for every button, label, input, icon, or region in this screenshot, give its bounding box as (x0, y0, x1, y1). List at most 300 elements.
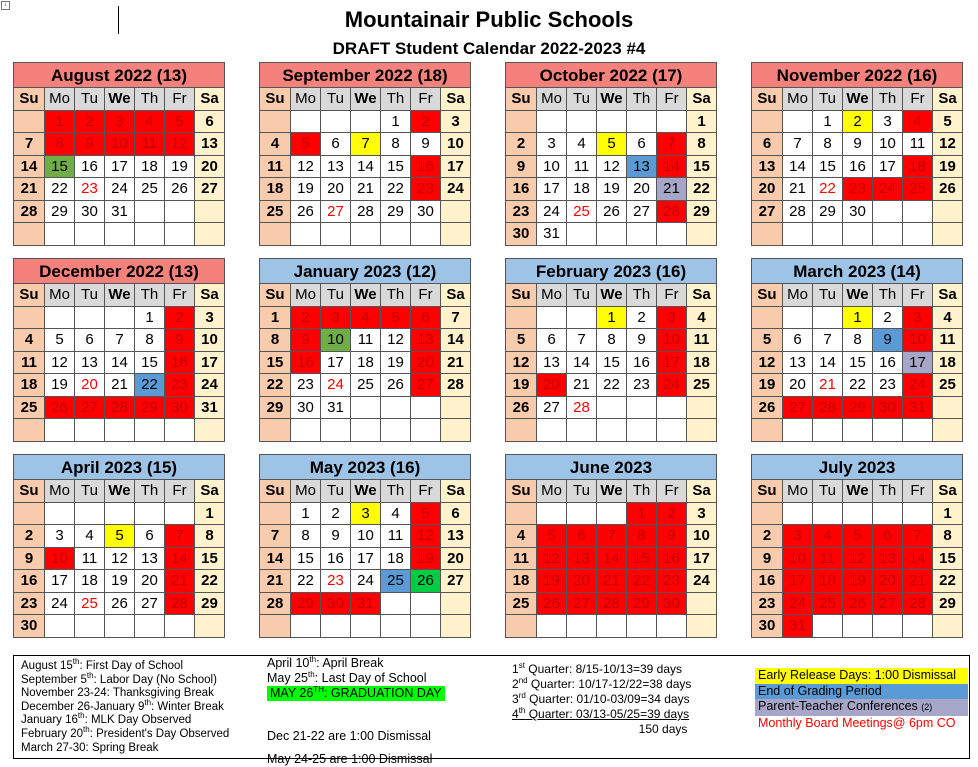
day-cell: 21 (657, 178, 687, 201)
day-cell: 29 (291, 593, 321, 616)
day-cell: 30 (75, 201, 105, 224)
weekday-header: We (597, 284, 627, 307)
day-cell: 2 (14, 525, 45, 548)
day-cell: 25 (14, 397, 45, 420)
weekday-header: Tu (321, 88, 351, 111)
day-cell: 5 (291, 133, 321, 156)
day-cell: 24 (195, 374, 225, 397)
weekday-header: Sa (933, 480, 963, 503)
empty-cell (506, 615, 537, 638)
empty-cell (195, 223, 225, 246)
day-cell: 1 (627, 503, 657, 526)
day-cell: 3 (657, 307, 687, 330)
weekday-header: Fr (903, 284, 933, 307)
day-cell: 19 (537, 570, 567, 593)
weekday-header: We (351, 284, 381, 307)
weekday-header: Tu (75, 88, 105, 111)
weekday-header: Su (260, 480, 291, 503)
day-cell: 25 (933, 374, 963, 397)
empty-cell (873, 201, 903, 224)
day-cell: 28 (657, 201, 687, 224)
day-cell: 5 (843, 525, 873, 548)
day-cell: 25 (75, 593, 105, 616)
weekday-header: Tu (567, 284, 597, 307)
day-cell: 19 (843, 570, 873, 593)
day-cell: 24 (441, 178, 471, 201)
day-cell: 28 (597, 593, 627, 616)
note-thanksgiving: November 23-24: Thanksgiving Break (21, 687, 214, 700)
day-cell: 18 (75, 570, 105, 593)
day-cell: 3 (321, 307, 351, 330)
day-cell: 15 (687, 156, 717, 179)
day-cell: 13 (75, 352, 105, 375)
day-cell: 31 (903, 397, 933, 420)
empty-cell (441, 593, 471, 616)
day-cell: 27 (537, 397, 567, 420)
empty-cell (933, 397, 963, 420)
empty-cell (627, 615, 657, 638)
notes-box (13, 654, 970, 766)
weekday-header: Th (135, 88, 165, 111)
day-cell: 19 (506, 374, 537, 397)
day-cell: 9 (506, 156, 537, 179)
day-cell: 8 (195, 525, 225, 548)
weekday-header: Th (627, 480, 657, 503)
empty-cell (567, 111, 597, 134)
day-cell: 20 (75, 374, 105, 397)
empty-cell (627, 397, 657, 420)
weekday-header: Fr (657, 88, 687, 111)
day-cell: 14 (165, 548, 195, 571)
day-cell: 18 (903, 156, 933, 179)
day-cell: 5 (45, 329, 75, 352)
day-cell: 2 (752, 525, 783, 548)
day-cell: 7 (260, 525, 291, 548)
month-calendar (505, 62, 717, 246)
empty-cell (783, 111, 813, 134)
weekday-header: Th (381, 88, 411, 111)
day-cell: 25 (135, 178, 165, 201)
empty-cell (441, 223, 471, 246)
day-cell: 20 (567, 570, 597, 593)
weekday-header: Su (752, 480, 783, 503)
day-cell: 14 (351, 156, 381, 179)
day-cell: 3 (537, 133, 567, 156)
day-cell: 22 (291, 570, 321, 593)
day-cell: 25 (260, 201, 291, 224)
day-cell: 29 (933, 593, 963, 616)
empty-cell (441, 397, 471, 420)
day-cell: 18 (14, 374, 45, 397)
day-cell: 9 (657, 525, 687, 548)
empty-cell (813, 307, 843, 330)
weekday-header: Su (14, 284, 45, 307)
day-cell: 15 (813, 156, 843, 179)
empty-cell (627, 419, 657, 442)
day-cell: 3 (783, 525, 813, 548)
day-cell: 3 (351, 503, 381, 526)
empty-cell (260, 503, 291, 526)
day-cell: 10 (783, 548, 813, 571)
day-cell: 1 (381, 111, 411, 134)
day-cell: 10 (351, 525, 381, 548)
day-cell: 26 (597, 201, 627, 224)
day-cell: 26 (752, 397, 783, 420)
day-cell: 14 (657, 156, 687, 179)
day-cell: 28 (165, 593, 195, 616)
day-cell: 6 (75, 329, 105, 352)
empty-cell (135, 201, 165, 224)
empty-cell (506, 503, 537, 526)
day-cell: 19 (165, 156, 195, 179)
day-cell: 3 (105, 111, 135, 134)
month-title: March 2023 (14) (752, 259, 963, 284)
day-cell: 21 (165, 570, 195, 593)
day-cell: 11 (567, 156, 597, 179)
day-cell: 2 (165, 307, 195, 330)
day-cell: 18 (260, 178, 291, 201)
weekday-header: Su (260, 284, 291, 307)
day-cell: 14 (783, 156, 813, 179)
day-cell: 11 (687, 329, 717, 352)
month-title: September 2022 (18) (260, 63, 471, 88)
day-cell: 12 (597, 156, 627, 179)
day-cell: 13 (411, 329, 441, 352)
day-cell: 26 (537, 593, 567, 616)
day-cell: 10 (903, 329, 933, 352)
day-cell: 18 (381, 548, 411, 571)
weekday-header: Th (627, 284, 657, 307)
total-days: 150 days (638, 722, 688, 736)
empty-cell (14, 223, 45, 246)
day-cell: 19 (597, 178, 627, 201)
day-cell: 1 (135, 307, 165, 330)
month-title: April 2023 (15) (14, 455, 225, 480)
month-calendar (259, 454, 471, 638)
day-cell: 4 (75, 525, 105, 548)
weekday-header: Tu (567, 480, 597, 503)
day-cell: 21 (597, 570, 627, 593)
legend (755, 668, 968, 731)
day-cell: 2 (75, 111, 105, 134)
weekday-header: Tu (321, 284, 351, 307)
day-cell: 28 (813, 397, 843, 420)
weekday-header: Mo (291, 284, 321, 307)
note-april-break: April 10th: April Break (267, 654, 384, 670)
key-dates-list-2 (267, 656, 445, 767)
empty-cell (567, 307, 597, 330)
day-cell: 8 (687, 133, 717, 156)
weekday-header: Fr (411, 480, 441, 503)
day-cell: 9 (752, 548, 783, 571)
day-cell: 22 (813, 178, 843, 201)
day-cell: 29 (843, 397, 873, 420)
day-cell: 8 (843, 329, 873, 352)
weekday-header: Sa (195, 480, 225, 503)
empty-cell (933, 419, 963, 442)
day-cell: 6 (567, 525, 597, 548)
weekday-header: We (351, 88, 381, 111)
day-cell: 22 (135, 374, 165, 397)
day-cell: 28 (567, 397, 597, 420)
empty-cell (291, 615, 321, 638)
empty-cell (260, 615, 291, 638)
day-cell: 15 (933, 548, 963, 571)
day-cell: 4 (687, 307, 717, 330)
month-title: May 2023 (16) (260, 455, 471, 480)
day-cell: 24 (537, 201, 567, 224)
day-cell: 15 (843, 352, 873, 375)
day-cell: 22 (260, 374, 291, 397)
weekday-header: Fr (165, 480, 195, 503)
empty-cell (165, 223, 195, 246)
empty-cell (903, 419, 933, 442)
empty-cell (597, 111, 627, 134)
month-calendar (13, 258, 225, 442)
month-calendar (259, 258, 471, 442)
month-title: January 2023 (12) (260, 259, 471, 284)
day-cell: 15 (597, 352, 627, 375)
day-cell: 17 (195, 352, 225, 375)
empty-cell (687, 397, 717, 420)
day-cell: 25 (903, 178, 933, 201)
day-cell: 8 (381, 133, 411, 156)
day-cell: 17 (903, 352, 933, 375)
day-cell: 11 (14, 352, 45, 375)
day-cell: 14 (597, 548, 627, 571)
day-cell: 24 (657, 374, 687, 397)
day-cell: 22 (843, 374, 873, 397)
empty-cell (165, 503, 195, 526)
empty-cell (903, 223, 933, 246)
day-cell: 30 (165, 397, 195, 420)
day-cell: 30 (411, 201, 441, 224)
day-cell: 4 (813, 525, 843, 548)
day-cell: 1 (843, 307, 873, 330)
empty-cell (381, 397, 411, 420)
weekday-header: We (105, 88, 135, 111)
day-cell: 20 (752, 178, 783, 201)
note-first-day: August 15th: First Day of School (21, 657, 184, 672)
weekday-header: Sa (195, 88, 225, 111)
day-cell: 30 (657, 593, 687, 616)
empty-cell (873, 223, 903, 246)
weekday-header: We (105, 284, 135, 307)
legend-board-meetings: Monthly Board Meetings@ 6pm CO (758, 715, 956, 730)
empty-cell (813, 615, 843, 638)
weekday-header: Mo (537, 480, 567, 503)
day-cell: 12 (752, 352, 783, 375)
empty-cell (873, 503, 903, 526)
empty-cell (597, 615, 627, 638)
empty-cell (933, 223, 963, 246)
day-cell: 5 (105, 525, 135, 548)
day-cell: 11 (813, 548, 843, 571)
legend-early-release: Early Release Days: 1:00 Dismissal (755, 668, 968, 684)
day-cell: 28 (441, 374, 471, 397)
empty-cell (657, 397, 687, 420)
weekday-header: Fr (411, 88, 441, 111)
day-cell: 11 (933, 329, 963, 352)
empty-cell (597, 223, 627, 246)
empty-cell (506, 307, 537, 330)
day-cell: 16 (752, 570, 783, 593)
weekday-header: Th (873, 88, 903, 111)
day-cell: 27 (567, 593, 597, 616)
empty-cell (14, 419, 45, 442)
day-cell: 4 (567, 133, 597, 156)
day-cell: 30 (873, 397, 903, 420)
day-cell: 6 (321, 133, 351, 156)
day-cell: 12 (381, 329, 411, 352)
empty-cell (903, 615, 933, 638)
day-cell: 22 (627, 570, 657, 593)
month-calendar (751, 258, 963, 442)
day-cell: 24 (783, 593, 813, 616)
day-cell: 26 (45, 397, 75, 420)
empty-cell (165, 201, 195, 224)
empty-cell (411, 419, 441, 442)
day-cell: 7 (903, 525, 933, 548)
day-cell: 20 (321, 178, 351, 201)
day-cell: 5 (597, 133, 627, 156)
day-cell: 24 (351, 570, 381, 593)
day-cell: 22 (597, 374, 627, 397)
day-cell: 12 (291, 156, 321, 179)
empty-cell (903, 503, 933, 526)
day-cell: 16 (321, 548, 351, 571)
month-title: August 2022 (13) (14, 63, 225, 88)
weekday-header: Fr (165, 284, 195, 307)
day-cell: 17 (45, 570, 75, 593)
day-cell: 22 (45, 178, 75, 201)
day-cell: 24 (873, 178, 903, 201)
day-cell: 24 (105, 178, 135, 201)
weekday-header: We (843, 480, 873, 503)
day-cell: 10 (195, 329, 225, 352)
day-cell: 25 (351, 374, 381, 397)
day-cell: 29 (381, 201, 411, 224)
day-cell: 15 (45, 156, 75, 179)
weekday-header: Fr (657, 480, 687, 503)
empty-cell (752, 223, 783, 246)
day-cell: 26 (165, 178, 195, 201)
day-cell: 4 (260, 133, 291, 156)
day-cell: 20 (135, 570, 165, 593)
empty-cell (506, 111, 537, 134)
day-cell: 21 (813, 374, 843, 397)
day-cell: 4 (903, 111, 933, 134)
empty-cell (105, 307, 135, 330)
empty-cell (45, 503, 75, 526)
weekday-header: Tu (75, 480, 105, 503)
day-cell: 18 (506, 570, 537, 593)
day-cell: 10 (873, 133, 903, 156)
day-cell: 3 (903, 307, 933, 330)
day-cell: 10 (441, 133, 471, 156)
day-cell: 12 (843, 548, 873, 571)
empty-cell (45, 615, 75, 638)
day-cell: 11 (381, 525, 411, 548)
empty-cell (752, 307, 783, 330)
day-cell: 26 (843, 593, 873, 616)
weekday-header: Mo (783, 284, 813, 307)
day-cell: 26 (411, 570, 441, 593)
day-cell: 5 (506, 329, 537, 352)
day-cell: 1 (195, 503, 225, 526)
empty-cell (105, 223, 135, 246)
day-cell: 5 (411, 503, 441, 526)
day-cell: 3 (45, 525, 75, 548)
day-cell: 11 (260, 156, 291, 179)
day-cell: 17 (441, 156, 471, 179)
empty-cell (783, 223, 813, 246)
note-graduation: MAY 26TH: GRADUATION DAY (267, 686, 445, 701)
day-cell: 25 (567, 201, 597, 224)
weekday-header: Th (381, 284, 411, 307)
empty-cell (627, 111, 657, 134)
empty-cell (195, 419, 225, 442)
day-cell: 29 (813, 201, 843, 224)
empty-cell (657, 419, 687, 442)
day-cell: 13 (752, 156, 783, 179)
day-cell: 26 (381, 374, 411, 397)
day-cell: 16 (75, 156, 105, 179)
empty-cell (260, 419, 291, 442)
day-cell: 27 (873, 593, 903, 616)
weekday-header: Th (381, 480, 411, 503)
quarter-4: 4th Quarter: 03/13-05/25=39 days (512, 706, 690, 721)
day-cell: 21 (567, 374, 597, 397)
day-cell: 25 (381, 570, 411, 593)
day-cell: 8 (260, 329, 291, 352)
day-cell: 6 (783, 329, 813, 352)
empty-cell (537, 503, 567, 526)
empty-cell (105, 419, 135, 442)
empty-cell (381, 223, 411, 246)
day-cell: 17 (105, 156, 135, 179)
weekday-header: Su (506, 284, 537, 307)
empty-cell (687, 615, 717, 638)
month-title: June 2023 (506, 455, 717, 480)
weekday-header: We (597, 480, 627, 503)
day-cell: 13 (321, 156, 351, 179)
day-cell: 3 (873, 111, 903, 134)
day-cell: 28 (903, 593, 933, 616)
empty-cell (321, 615, 351, 638)
day-cell: 4 (933, 307, 963, 330)
legend-end-grading: End of Grading Period (755, 684, 968, 700)
weekday-header: Fr (903, 480, 933, 503)
empty-cell (291, 111, 321, 134)
empty-cell (411, 223, 441, 246)
day-cell: 5 (752, 329, 783, 352)
day-cell: 22 (381, 178, 411, 201)
empty-cell (381, 419, 411, 442)
empty-cell (752, 111, 783, 134)
day-cell: 14 (567, 352, 597, 375)
note-presidents-day: February 20th: President's Day Observed (21, 725, 230, 740)
weekday-header: Sa (933, 284, 963, 307)
note-dismissal-dec: Dec 21-22 are 1:00 Dismissal (267, 729, 431, 743)
day-cell: 3 (687, 503, 717, 526)
day-cell: 4 (351, 307, 381, 330)
day-cell: 23 (291, 374, 321, 397)
day-cell: 9 (321, 525, 351, 548)
day-cell: 4 (506, 525, 537, 548)
empty-cell (381, 593, 411, 616)
key-dates-list (21, 657, 230, 755)
